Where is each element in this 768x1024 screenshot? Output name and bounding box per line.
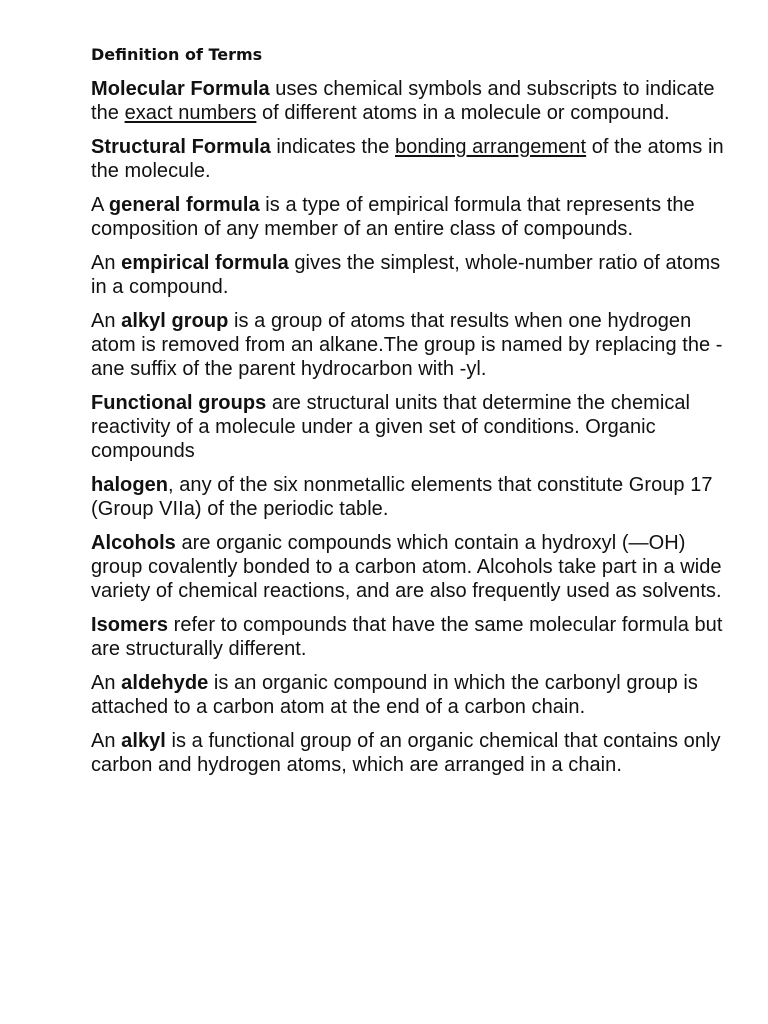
definition-text: is a type of empirical formula that represents the composition of any member of an entire class of compounds. (91, 194, 695, 240)
definition-alcohols (91, 531, 731, 603)
definition-term: general formula (108, 194, 260, 216)
definition-text: A (91, 194, 109, 216)
definition-term: Structural Formula (91, 136, 271, 158)
definition-empirical-formula (91, 251, 731, 299)
definition-molecular-formula (91, 77, 731, 125)
definition-text: is an organic compound in which the carbonyl group is attached to a carbon atom at the end of a carbon chain. (91, 672, 698, 718)
document-page (91, 44, 731, 787)
definition-halogen (91, 473, 731, 521)
definition-text: , any of the six nonmetallic elements that constitute Group 17 (Group VIIa) of the periodic table. (91, 474, 713, 520)
definition-text: is a functional group of an organic chemical that contains only carbon and hydrogen atoms, which are arranged in a chain. (91, 730, 721, 776)
definition-term: Isomers (91, 614, 169, 636)
definition-text: indicates the (270, 136, 395, 158)
definition-term: halogen (91, 474, 169, 496)
definition-text: gives the simplest, whole-number ratio of atoms in a compound. (91, 252, 721, 298)
definition-term: Functional groups (91, 392, 267, 414)
definition-text: uses chemical symbols and subscripts to indicate the (91, 78, 715, 124)
definition-alkyl-group (91, 309, 731, 381)
definition-text: An (91, 310, 122, 332)
definition-text: is a group of atoms that results when one hydrogen atom is removed from an alkane.The group is named by replacing the -ane suffix of the parent hydrocarbon with -yl. (91, 310, 723, 380)
definition-term: empirical formula (121, 252, 289, 274)
definition-text: An (91, 730, 122, 752)
definition-text: An (91, 672, 122, 694)
definition-text: of different atoms in a molecule or compound. (256, 102, 670, 124)
underlined-phrase: exact numbers (124, 102, 257, 124)
definition-aldehyde (91, 671, 731, 719)
definition-text: are structural units that determine the chemical reactivity of a molecule under a given set of conditions. Organic compounds (91, 392, 691, 462)
definition-structural-formula (91, 135, 731, 183)
definition-isomers (91, 613, 731, 661)
definition-term: Alcohols (91, 532, 176, 554)
definition-text: refer to compounds that have the same molecular formula but are structurally different. (91, 614, 723, 660)
definition-text: An (91, 252, 122, 274)
underlined-phrase: bonding arrangement (395, 136, 587, 158)
document-heading: Definition of Terms (91, 45, 263, 64)
definition-term: alkyl group (121, 310, 229, 332)
definition-functional-groups (91, 391, 731, 463)
definition-term: alkyl (121, 730, 166, 752)
definition-text: of the atoms in the molecule. (91, 136, 724, 182)
definition-alkyl (91, 729, 731, 777)
definitions-list (91, 77, 731, 777)
definition-term: aldehyde (121, 672, 209, 694)
definition-general-formula (91, 193, 731, 241)
definition-term: Molecular Formula (91, 78, 270, 100)
definition-text: are organic compounds which contain a hydroxyl (—OH) group covalently bonded to a carbon atom. Alcohols take part in a wide variety of chemical reactions, and are also frequently used as solvents. (91, 532, 722, 602)
